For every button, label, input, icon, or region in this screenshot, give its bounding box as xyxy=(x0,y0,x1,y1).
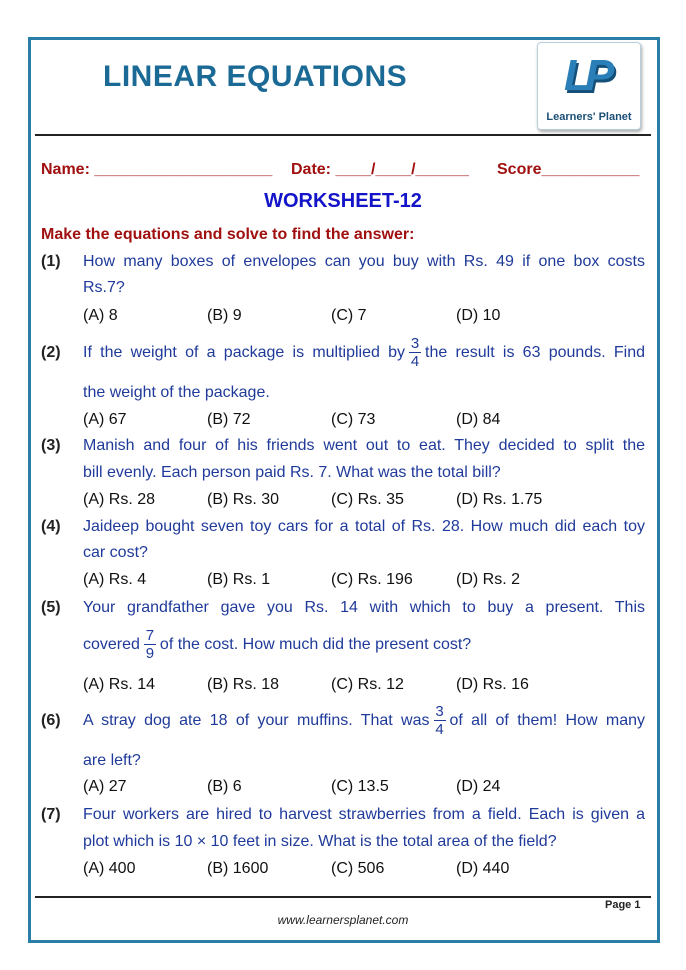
question-text: bill evenly. Each person paid Rs. 7. What was the total bill? xyxy=(83,464,501,481)
option-d: (D) Rs. 1.75 xyxy=(456,491,543,508)
option-b: (B) Rs. 1 xyxy=(207,571,271,588)
option-a: (A) Rs. 14 xyxy=(83,676,156,693)
numerator: 7 xyxy=(145,627,155,645)
option-c: (C) 73 xyxy=(331,411,376,428)
option-c: (C) 13.5 xyxy=(331,778,389,795)
question-text xyxy=(83,703,645,739)
question-text: Manish and four of his friends went out to eat. They decided to split the xyxy=(83,437,645,454)
question-text: Rs.7? xyxy=(83,279,125,296)
question-text: How many boxes of envelopes can you buy with Rs. 49 if one box costs xyxy=(83,253,645,270)
score-field: Score___________ xyxy=(497,161,640,178)
option-c: (C) Rs. 12 xyxy=(331,676,404,693)
learners-planet-logo xyxy=(537,42,641,130)
option-d: (D) Rs. 16 xyxy=(456,676,529,693)
text: the result is 63 pounds. Find xyxy=(425,344,646,361)
numerator: 3 xyxy=(435,703,444,721)
date-field: Date: ____/____/______ xyxy=(291,161,469,178)
question-text: plot which is 10 × 10 feet in size. What is the total area of the field? xyxy=(83,833,557,850)
option-d: (D) 440 xyxy=(456,860,510,877)
question-number: (6) xyxy=(41,712,61,729)
option-b: (B) 6 xyxy=(207,778,242,795)
option-a: (A) Rs. 28 xyxy=(83,491,156,508)
question-text: Jaideep bought seven toy cars for a total of Rs. 28. How much did each toy xyxy=(83,518,645,535)
option-d: (D) 24 xyxy=(456,778,501,795)
option-b: (B) 72 xyxy=(207,411,251,428)
question-text: car cost? xyxy=(83,544,148,561)
question-text: the weight of the package. xyxy=(83,384,270,401)
name-field: Name: ____________________ xyxy=(41,161,273,178)
question-number: (2) xyxy=(41,344,61,361)
option-c: (C) Rs. 196 xyxy=(331,571,413,588)
question-number: (7) xyxy=(41,806,61,823)
text: of all of them! How many xyxy=(449,712,645,729)
question-text xyxy=(83,335,645,371)
denominator: 4 xyxy=(435,721,444,739)
question-number: (5) xyxy=(41,599,61,616)
header-divider xyxy=(35,134,651,136)
option-d: (D) Rs. 2 xyxy=(456,571,520,588)
question-number: (3) xyxy=(41,437,61,454)
instruction: Make the equations and solve to find the answer: xyxy=(41,226,415,243)
option-a: (A) 400 xyxy=(83,860,136,877)
option-d: (D) 10 xyxy=(456,307,501,324)
footer-url: www.learnersplanet.com xyxy=(277,913,409,927)
text: If the weight of a package is multiplied by xyxy=(83,344,406,361)
option-c: (C) Rs. 35 xyxy=(331,491,404,508)
logo-text: Learners' Planet xyxy=(546,111,632,123)
fraction xyxy=(434,703,446,738)
denominator: 4 xyxy=(410,353,420,371)
question-text: Four workers are hired to harvest strawberries from a field. Each is given a xyxy=(83,806,645,823)
question-text: Your grandfather gave you Rs. 14 with which to buy a present. This xyxy=(83,599,645,616)
page-title: LINEAR EQUATIONS xyxy=(103,60,408,93)
option-b: (B) 1600 xyxy=(207,860,269,877)
numerator: 3 xyxy=(410,335,420,353)
option-c: (C) 506 xyxy=(331,860,385,877)
worksheet-title: WORKSHEET-12 xyxy=(264,190,422,212)
option-a: (A) 67 xyxy=(83,411,127,428)
option-a: (A) 8 xyxy=(83,307,118,324)
text: A stray dog ate 18 of your muffins. That was xyxy=(83,712,430,729)
option-b: (B) 9 xyxy=(207,307,242,324)
fraction xyxy=(144,627,156,662)
option-b: (B) Rs. 18 xyxy=(207,676,280,693)
option-c: (C) 7 xyxy=(331,307,367,324)
question-text xyxy=(83,627,645,663)
option-a: (A) Rs. 4 xyxy=(83,571,147,588)
logo-mark: LP xyxy=(564,51,609,100)
question-text: are left? xyxy=(83,752,141,769)
denominator: 9 xyxy=(145,645,155,663)
question-number: (4) xyxy=(41,518,61,535)
option-a: (A) 27 xyxy=(83,778,127,795)
question-number: (1) xyxy=(41,253,61,270)
footer-divider xyxy=(35,896,651,898)
page-number: Page 1 xyxy=(605,899,641,911)
text: of the cost. How much did the present cost? xyxy=(159,636,472,653)
fraction xyxy=(409,335,421,370)
option-b: (B) Rs. 30 xyxy=(207,491,280,508)
text: covered xyxy=(83,636,140,653)
option-d: (D) 84 xyxy=(456,411,501,428)
